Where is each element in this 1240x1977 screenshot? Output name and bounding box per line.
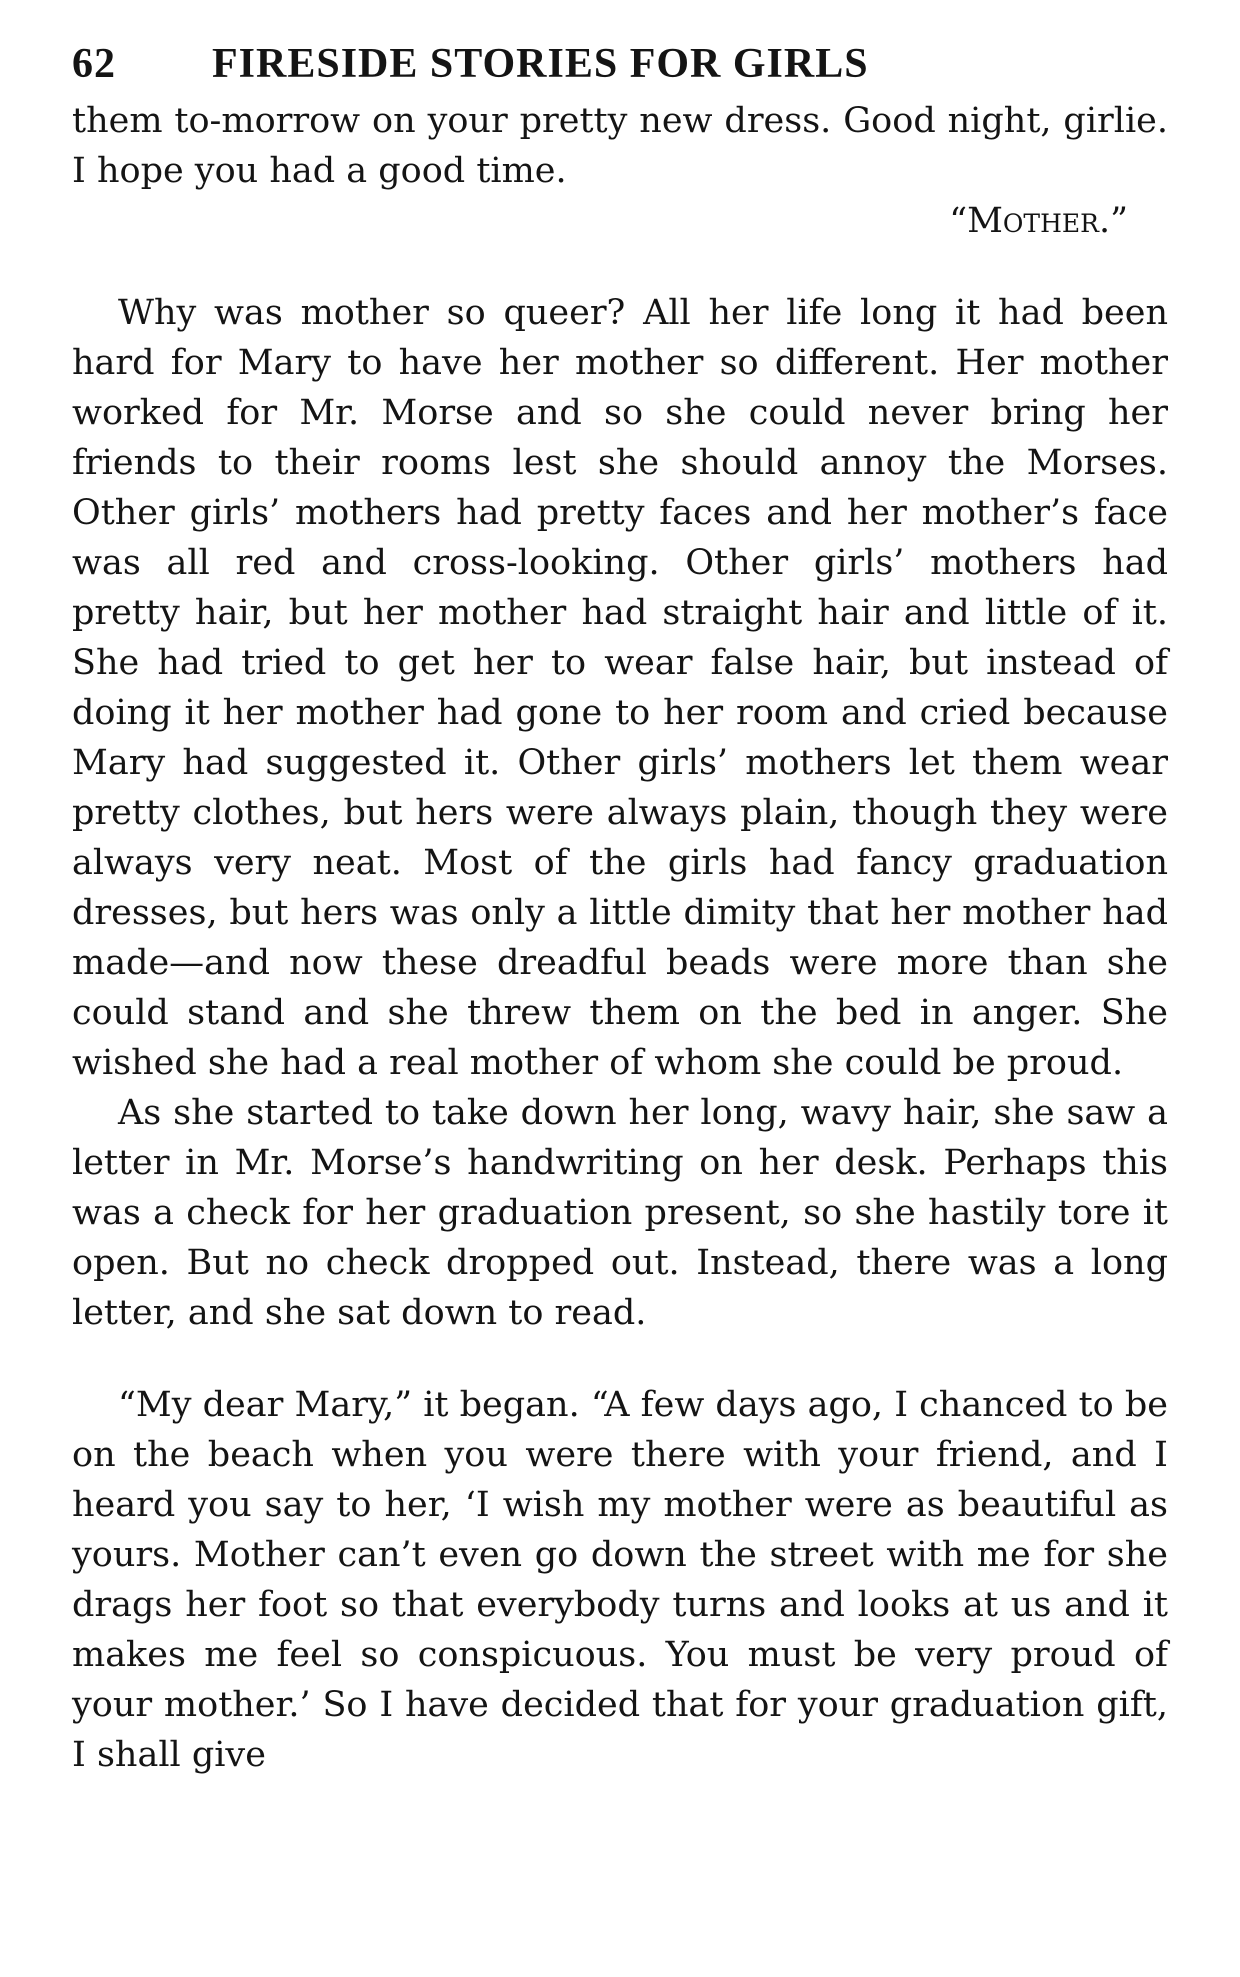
paragraph-mother-queer: Why was mother so queer? All her life long it had been hard for Mary to have her mother so different. Her mother worked for Mr. Morse and so she could never bring her friends to their rooms lest she should annoy the Morses. Other girls’ mothers had pretty faces and her mother’s face was all red and cross-looking. Other girls’ mothers had pretty hair, but her mother had straight hair and little of it. She had tried to get her to wear false hair, but instead of doing it her mother had gone to her room and cried because Mary had suggested it. Other girls’ mothers let them wear pretty clothes, but hers were always plain, though they were always very neat. Most of the girls had fancy graduation dresses, but hers was only a little dimity that her mother had made—and now these dreadful beads were more than she could stand and she threw them on the bed in anger. She wished she had a real mother of whom she could be proud. (72, 293, 1168, 1083)
paragraph-gap (72, 246, 1168, 288)
body-text (72, 96, 1168, 1780)
letter-signature: “Mother.” (949, 201, 1128, 241)
paragraph-gap (72, 1338, 1168, 1380)
page-number: 62 (72, 41, 116, 87)
paragraph-letter-text: “My dear Mary,” it began. “A few days ago, I chanced to be on the beach when you were there with your friend, and I heard you say to her, ‘I wish my mother were as beautiful as yours. Mother can’t even go down the street with me for she drags her foot so that everybody turns and looks at us and it makes me feel so conspicuous. You must be very proud of your mother.’ So I have decided that for your graduation gift, I shall give (72, 1385, 1168, 1775)
running-title: FIRESIDE STORIES FOR GIRLS (212, 41, 869, 87)
running-head (72, 40, 1168, 96)
paragraph-letter-found: As she started to take down her long, wavy hair, she saw a letter in Mr. Morse’s handwriting on her desk. Perhaps this was a check for her graduation present, so she hastily tore it open. But no check dropped out. Instead, there was a long letter, and she sat down to read. (72, 1093, 1168, 1333)
book-page (72, 40, 1168, 1780)
paragraph-letter-ending: them to-morrow on your pretty new dress. Good night, girlie. I hope you had a good time. (72, 101, 1168, 191)
